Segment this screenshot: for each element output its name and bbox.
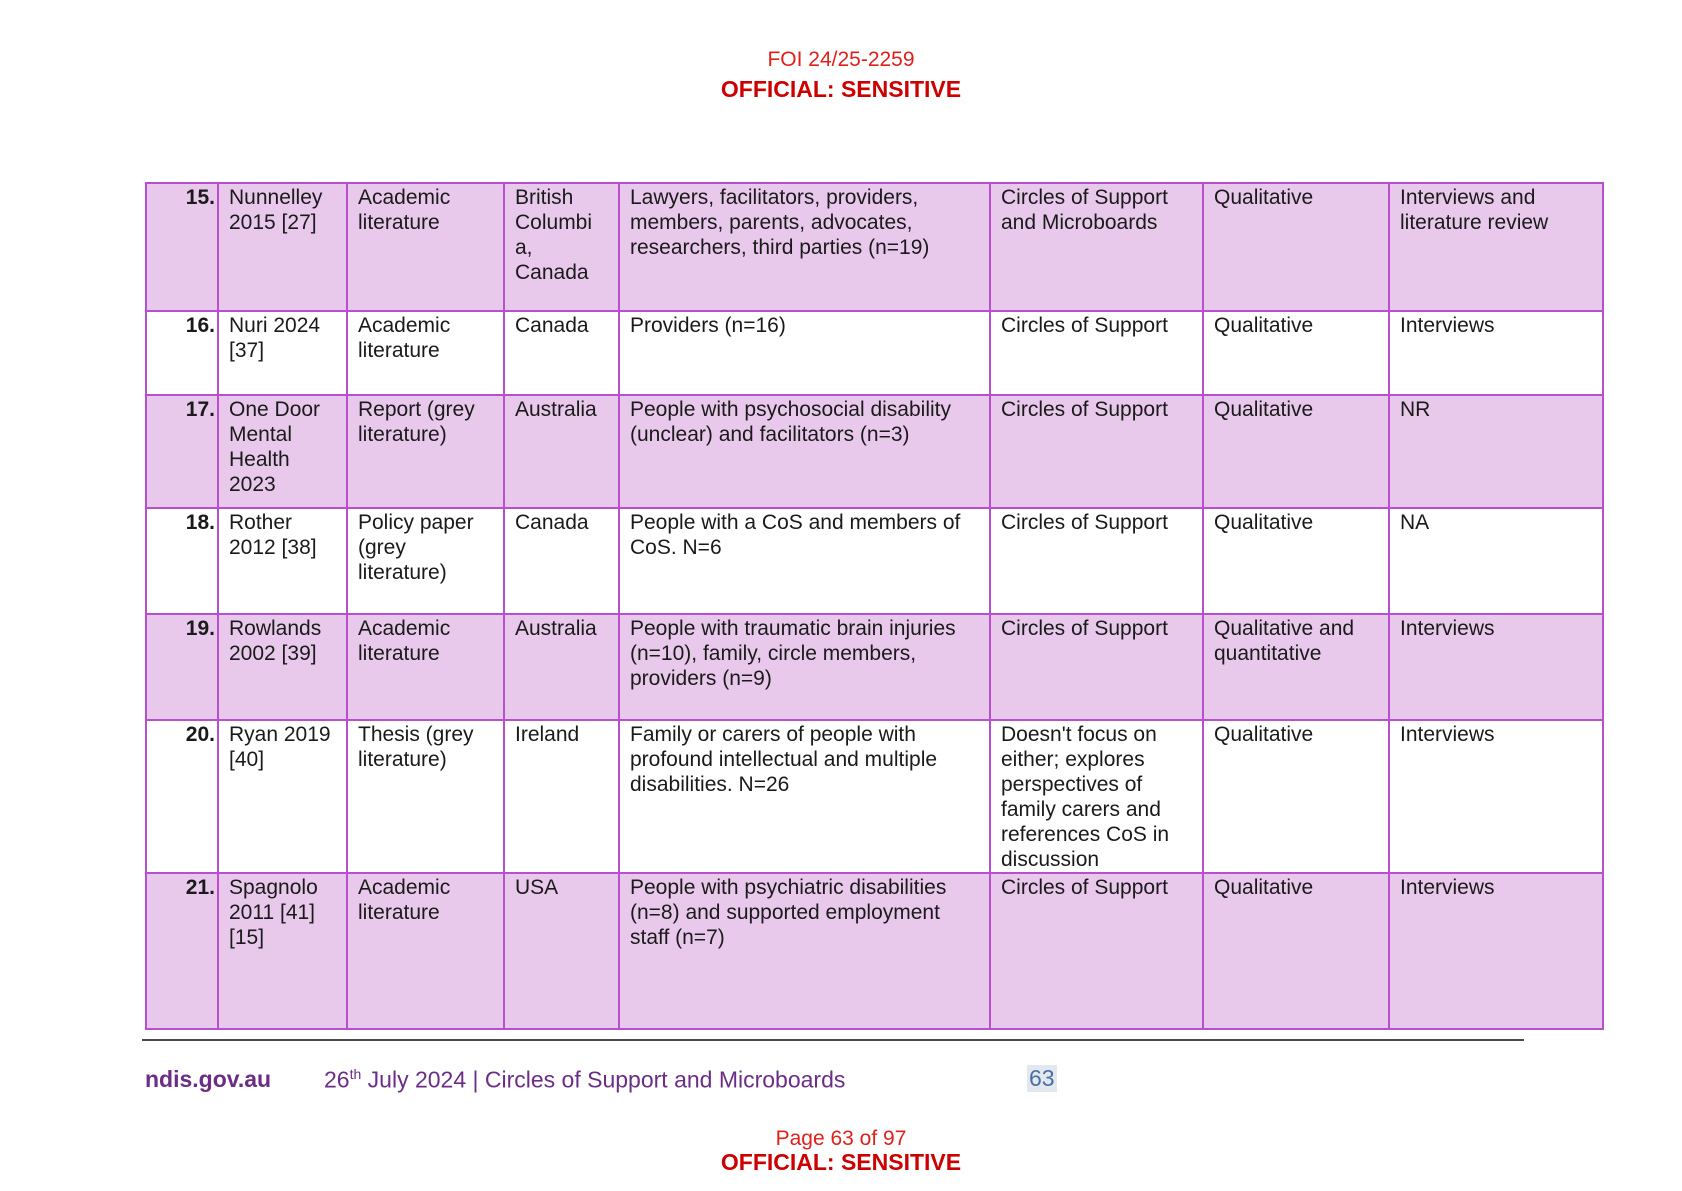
- cell-design: Qualitative: [1203, 395, 1389, 508]
- cell-participants: Providers (n=16): [619, 311, 990, 395]
- table-row: [146, 873, 1603, 1029]
- cell-design: Qualitative: [1203, 183, 1389, 311]
- cell-participants: Family or carers of people with profound intellectual and multiple disabilities. N=26: [619, 720, 990, 873]
- cell-study: Rowlands 2002 [39]: [218, 614, 347, 720]
- cell-country: USA: [504, 873, 619, 1029]
- cell-method: Interviews: [1389, 720, 1603, 873]
- cell-design: Qualitative: [1203, 720, 1389, 873]
- cell-num: 19.: [146, 614, 218, 720]
- footer-divider: [142, 1039, 1524, 1041]
- cell-type: Academic literature: [347, 614, 504, 720]
- cell-method: NA: [1389, 508, 1603, 614]
- cell-focus: Circles of Support: [990, 614, 1203, 720]
- cell-country: Canada: [504, 311, 619, 395]
- cell-country: Australia: [504, 395, 619, 508]
- cell-num: 20.: [146, 720, 218, 873]
- cell-participants: People with psychosocial disability (unclear) and facilitators (n=3): [619, 395, 990, 508]
- classification-header: OFFICIAL: SENSITIVE: [720, 76, 962, 102]
- cell-method: Interviews: [1389, 873, 1603, 1029]
- cell-country: Canada: [504, 508, 619, 614]
- literature-table: [145, 182, 1604, 1030]
- cell-participants: People with psychiatric disabilities (n=8) and supported employment staff (n=7): [619, 873, 990, 1029]
- cell-method: Interviews: [1389, 614, 1603, 720]
- cell-method: Interviews and literature review: [1389, 183, 1603, 311]
- cell-design: Qualitative: [1203, 508, 1389, 614]
- cell-participants: People with traumatic brain injuries (n=10), family, circle members, providers (n=9): [619, 614, 990, 720]
- cell-num: 17.: [146, 395, 218, 508]
- table-row: [146, 311, 1603, 395]
- footer-page-number: 63: [1029, 1065, 1055, 1091]
- cell-type: Thesis (grey literature): [347, 720, 504, 873]
- cell-participants: People with a CoS and members of CoS. N=6: [619, 508, 990, 614]
- cell-study: Nuri 2024 [37]: [218, 311, 347, 395]
- cell-num: 16.: [146, 311, 218, 395]
- table-row: [146, 614, 1603, 720]
- table-row: [146, 508, 1603, 614]
- cell-num: 21.: [146, 873, 218, 1029]
- cell-country: Australia: [504, 614, 619, 720]
- cell-method: Interviews: [1389, 311, 1603, 395]
- table-row: [146, 183, 1603, 311]
- footer-date-title: 26th July 2024 | Circles of Support and Microboards: [324, 1066, 846, 1093]
- cell-country: Ireland: [504, 720, 619, 873]
- cell-type: Academic literature: [347, 873, 504, 1029]
- cell-design: Qualitative and quantitative: [1203, 614, 1389, 720]
- cell-participants: Lawyers, facilitators, providers, members, parents, advocates, researchers, third parties (n=19): [619, 183, 990, 311]
- cell-focus: Doesn't focus on either; explores perspectives of family carers and references CoS in discussion: [990, 720, 1203, 873]
- cell-type: Academic literature: [347, 311, 504, 395]
- cell-method: NR: [1389, 395, 1603, 508]
- cell-type: Policy paper (grey literature): [347, 508, 504, 614]
- cell-type: Academic literature: [347, 183, 504, 311]
- cell-focus: Circles of Support: [990, 395, 1203, 508]
- cell-type: Report (grey literature): [347, 395, 504, 508]
- classification-footer: OFFICIAL: SENSITIVE: [720, 1149, 962, 1175]
- cell-num: 15.: [146, 183, 218, 311]
- cell-study: Rother 2012 [38]: [218, 508, 347, 614]
- cell-num: 18.: [146, 508, 218, 614]
- cell-study: One Door Mental Health 2023: [218, 395, 347, 508]
- cell-study: Ryan 2019 [40]: [218, 720, 347, 873]
- cell-focus: Circles of Support and Microboards: [990, 183, 1203, 311]
- cell-focus: Circles of Support: [990, 508, 1203, 614]
- cell-design: Qualitative: [1203, 311, 1389, 395]
- cell-design: Qualitative: [1203, 873, 1389, 1029]
- cell-focus: Circles of Support: [990, 311, 1203, 395]
- footer-site-link[interactable]: ndis.gov.au: [145, 1066, 272, 1092]
- cell-focus: Circles of Support: [990, 873, 1203, 1029]
- cell-country: British Columbi a, Canada: [504, 183, 619, 311]
- foi-reference: FOI 24/25-2259: [767, 48, 915, 71]
- table-row: [146, 720, 1603, 873]
- table-row: [146, 395, 1603, 508]
- page-of-total: Page 63 of 97: [775, 1127, 907, 1150]
- cell-study: Nunnelley 2015 [27]: [218, 183, 347, 311]
- cell-study: Spagnolo 2011 [41] [15]: [218, 873, 347, 1029]
